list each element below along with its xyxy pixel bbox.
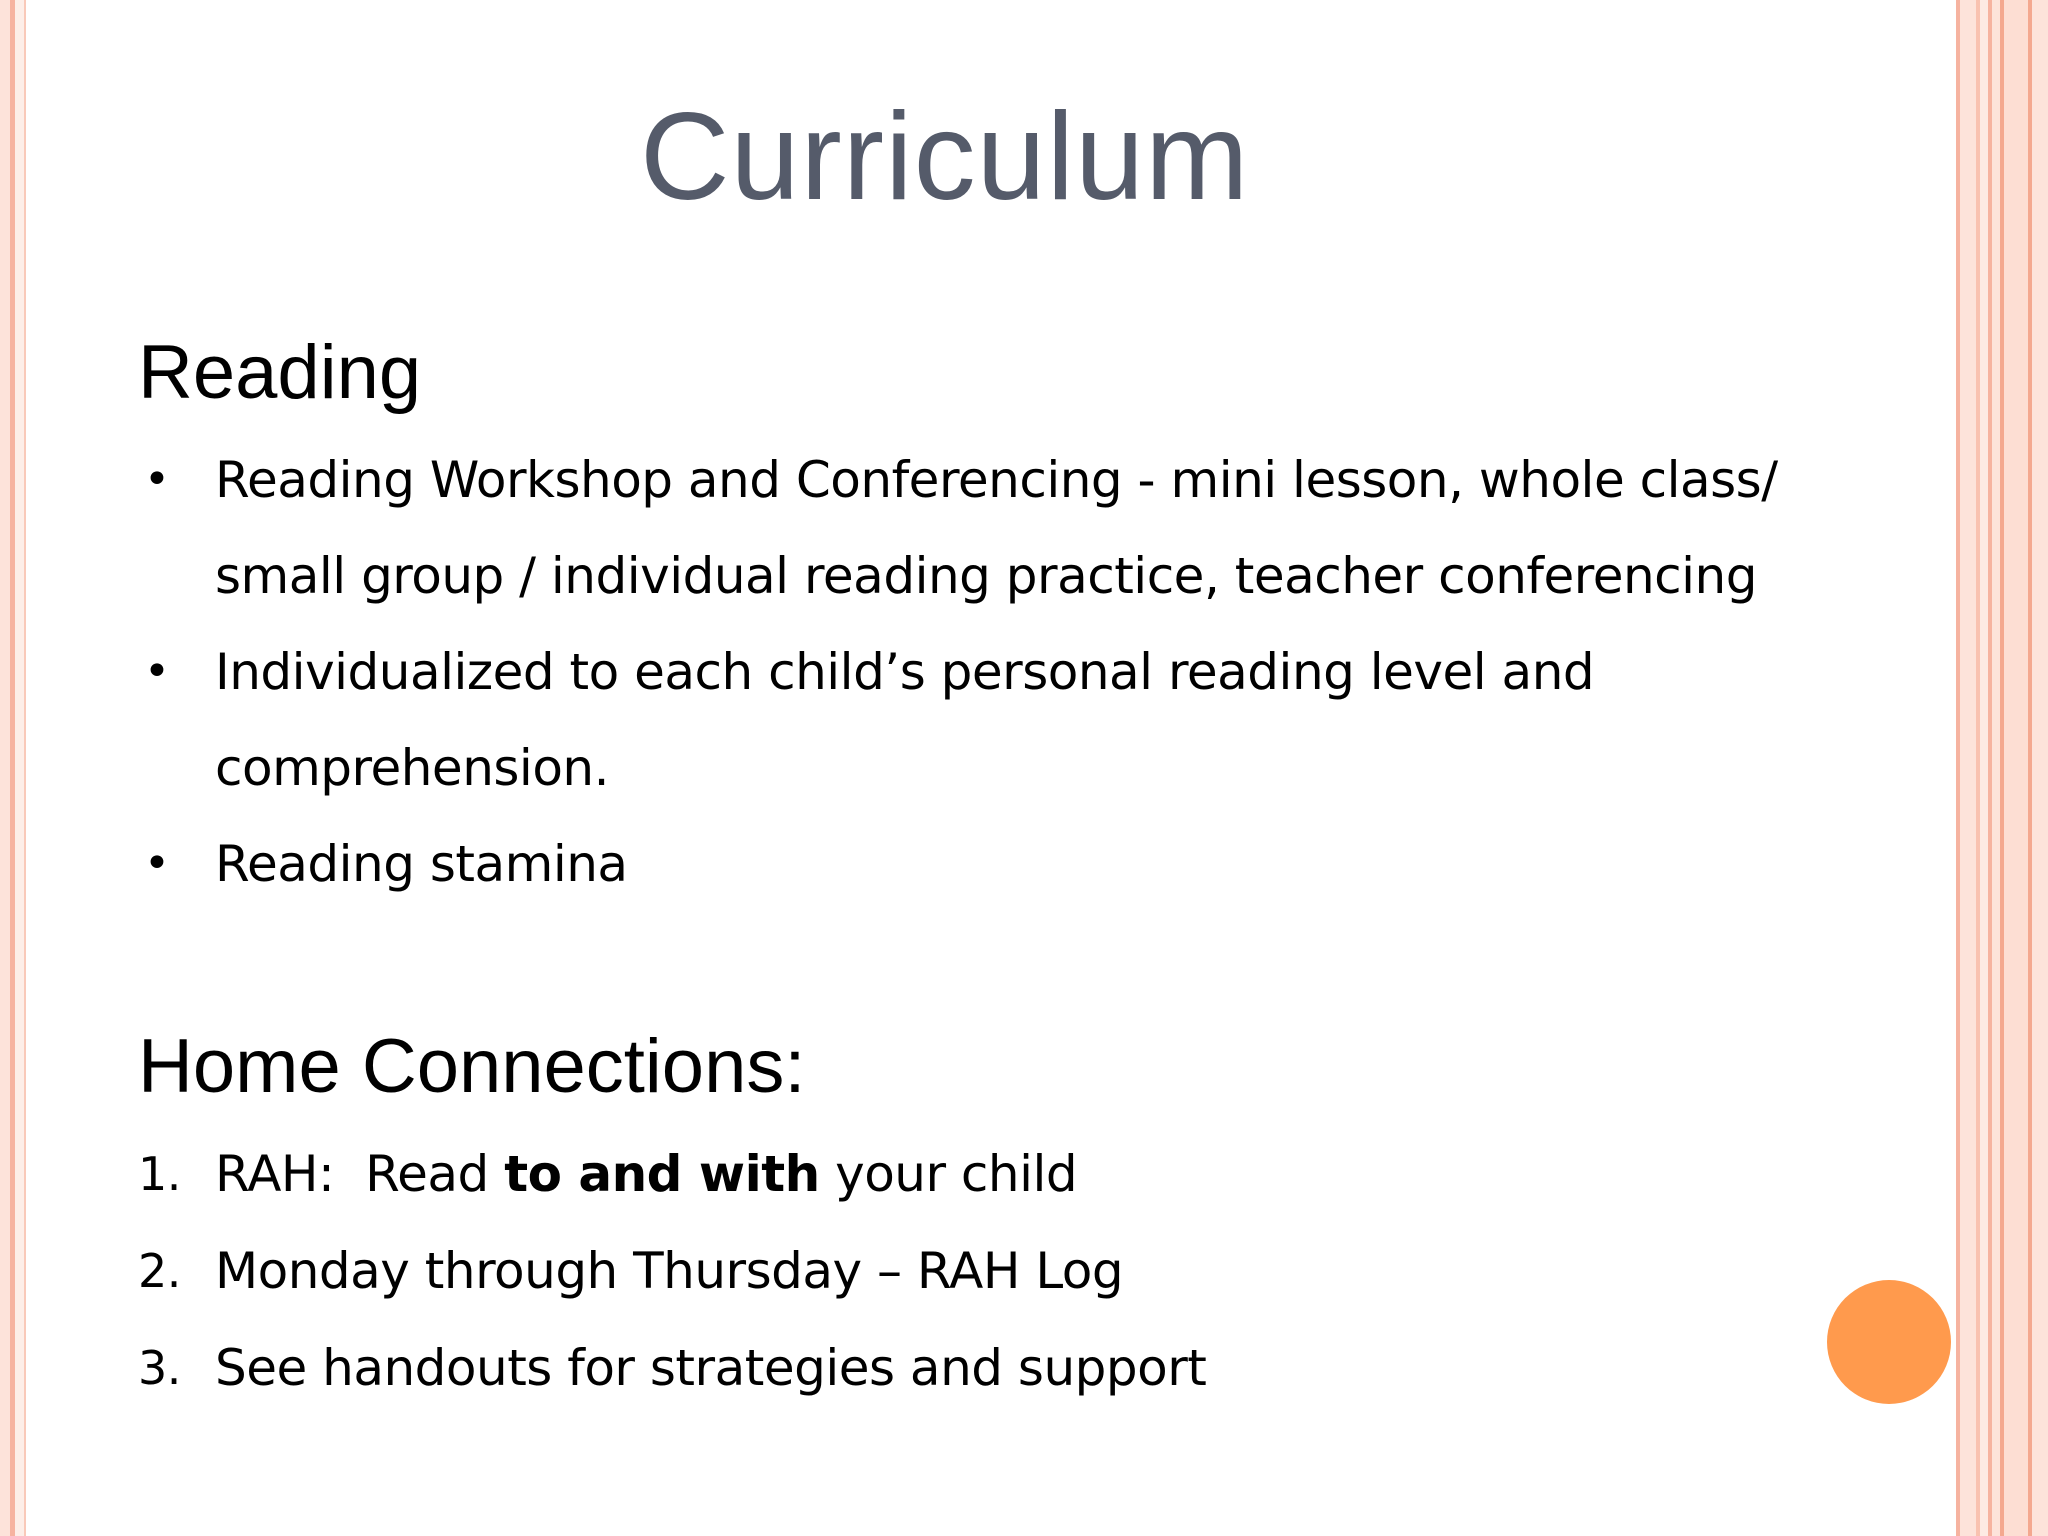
- slide-title: Curriculum: [640, 88, 1250, 226]
- reading-heading: Reading: [138, 330, 422, 415]
- right-border: [2004, 0, 2028, 1536]
- bullet-icon: •: [144, 838, 170, 889]
- numbered-item: [138, 1320, 1838, 1417]
- right-border: [1992, 0, 2000, 1536]
- left-border: [15, 0, 24, 1536]
- reading-bullet-list: [138, 432, 1888, 912]
- item-number: 3.: [138, 1341, 181, 1395]
- left-border-line: [24, 0, 26, 1536]
- numbered-item: [138, 1126, 1838, 1223]
- item-text-bold: to and with: [504, 1145, 820, 1203]
- home-connections-list: [138, 1126, 1838, 1417]
- item-text-prefix: RAH: Read: [215, 1145, 505, 1203]
- bullet-icon: •: [144, 646, 170, 697]
- bullet-text: Individualized to each child’s personal reading level and comprehension.: [215, 643, 1595, 797]
- item-text-suffix: your child: [819, 1145, 1078, 1203]
- bullet-item: [138, 432, 1888, 624]
- item-number: 2.: [138, 1244, 181, 1298]
- right-border: [2032, 0, 2048, 1536]
- left-border: [0, 0, 10, 1536]
- home-connections-heading: Home Connections:: [138, 1024, 806, 1109]
- bullet-item: [138, 816, 1888, 912]
- numbered-item: [138, 1223, 1838, 1320]
- decorative-circle-icon: [1827, 1280, 1951, 1404]
- item-number: 1.: [138, 1147, 181, 1201]
- bullet-text: Reading Workshop and Conferencing - mini lesson, whole class/ small group / individual reading practice, teacher conferencing: [215, 451, 1778, 605]
- right-border: [1980, 0, 1988, 1536]
- bullet-text: Reading stamina: [215, 835, 628, 893]
- right-border: [1960, 0, 1976, 1536]
- bullet-icon: •: [144, 454, 170, 505]
- item-text: See handouts for strategies and support: [215, 1339, 1207, 1397]
- bullet-item: [138, 624, 1888, 816]
- item-text: Monday through Thursday – RAH Log: [215, 1242, 1124, 1300]
